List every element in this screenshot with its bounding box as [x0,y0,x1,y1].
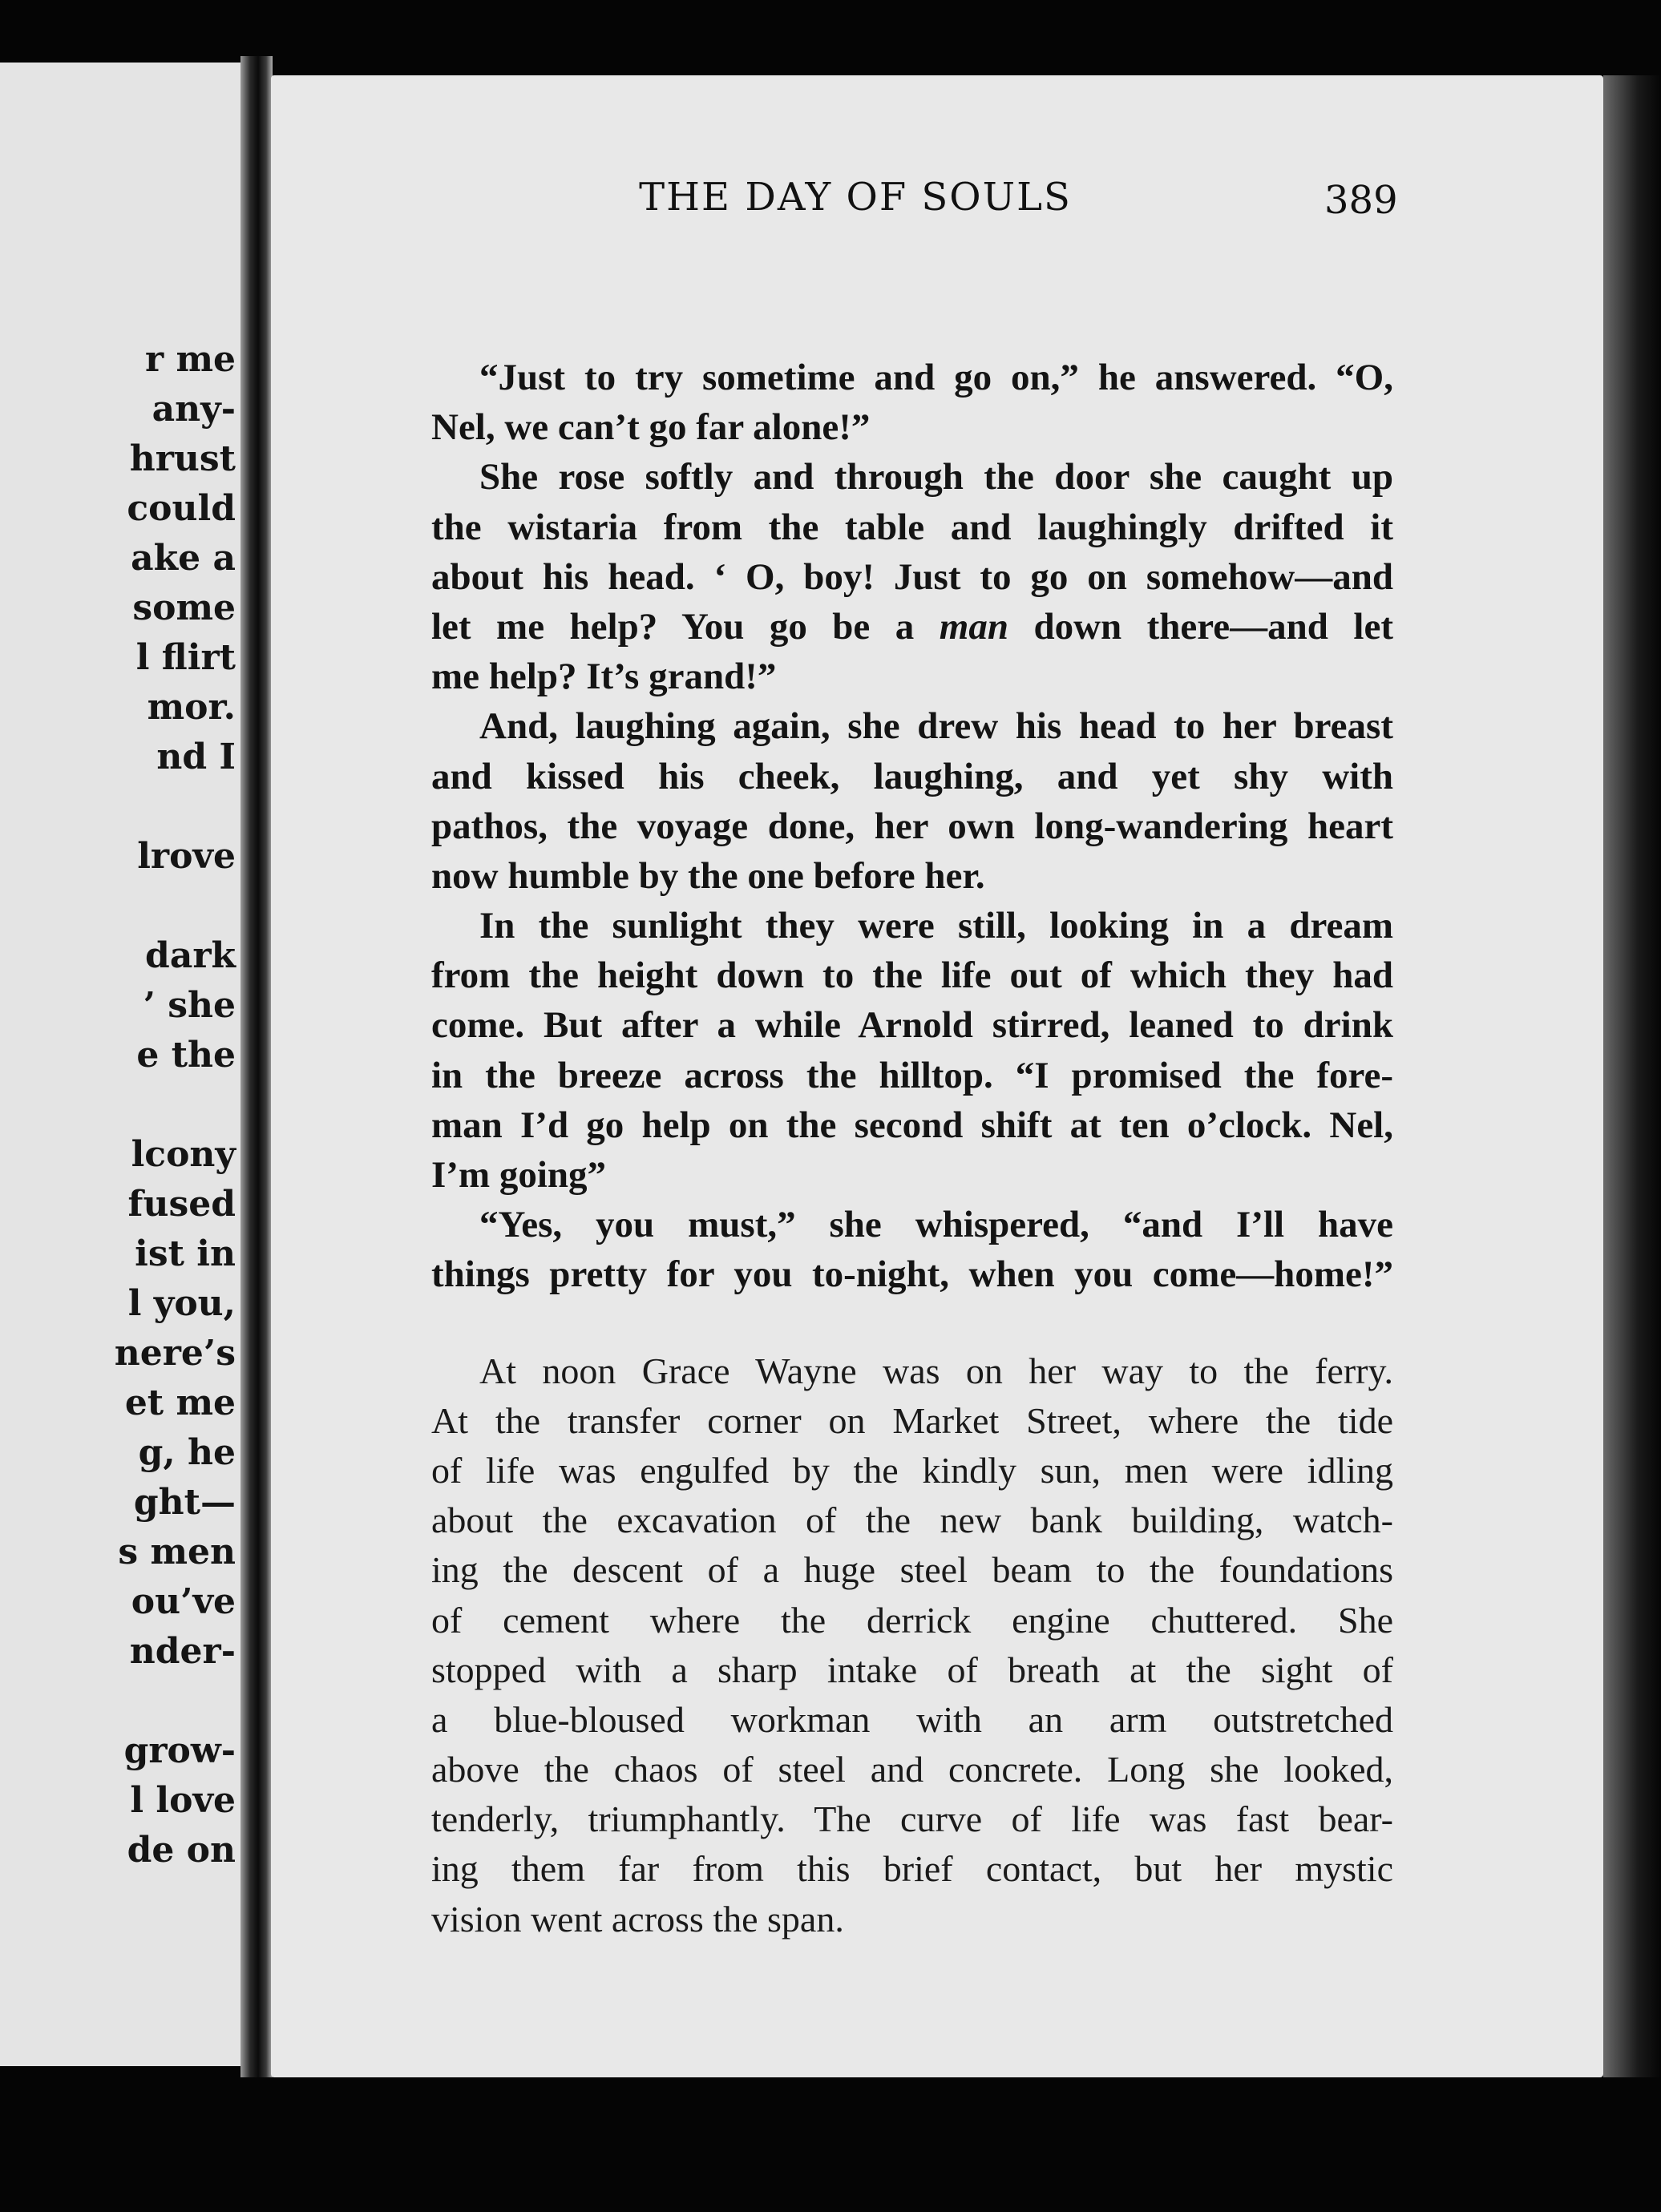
previous-page-line: nd I [156,737,236,777]
page-number: 389 [1324,178,1398,223]
previous-page-line: mor. [147,687,236,728]
text-line: And, laughing again, she drew his head to her breast [479,705,1393,748]
text-line: come. But after a while Arnold stirred, leaned to drink [431,1004,1393,1047]
previous-page-line: de on [127,1830,236,1871]
text-line: In the sunlight they were still, looking in a dream [479,905,1393,947]
previous-page-line: dark [145,935,236,976]
previous-page [0,63,240,2066]
previous-page-line: l love [130,1780,236,1821]
text-line: of life was engulfed by the kindly sun, men were idling [431,1449,1393,1491]
text-line: Nel, we can’t go far alone!” [431,406,871,449]
previous-page-line: lcony [131,1134,236,1175]
previous-page-line: nder- [129,1631,236,1672]
previous-page-text [0,335,236,1875]
text-line: about his head. ‘ O, boy! Just to go on somehow—and [431,555,1393,598]
previous-page-line: any- [152,389,236,430]
text-line: from the height down to the life out of which they had [431,955,1393,997]
previous-page-line: lrove [137,836,236,877]
previous-page-line [0,1677,236,1726]
text-line: ing the descent of a huge steel beam to the foundations [431,1549,1393,1591]
text-line: man I’d go help on the second shift at ten o’clock. Nel, [431,1104,1393,1146]
previous-page-line: hrust [129,438,236,479]
previous-page-line: et me [124,1382,236,1423]
text-line: me help? It’s grand!” [431,656,777,698]
text-line: “Yes, you must,” she whispered, “and I’ll have [479,1204,1393,1246]
book-gutter [240,56,273,2092]
text-line-part: let me help? You go be a [431,605,940,648]
previous-page-line: r me [144,339,236,380]
previous-page-line: e the [136,1035,236,1076]
text-line: vision went across the span. [431,1898,844,1940]
previous-page-line [0,1080,236,1130]
bottom-shadow [240,2077,1661,2212]
text-line: At the transfer corner on Market Street, where the tide [431,1399,1393,1441]
text-line: stopped with a sharp intake of breath at the sight of [431,1649,1393,1690]
previous-page-line: some [132,587,236,628]
previous-page-line: ake a [131,538,236,579]
text-line: things pretty for you to-night, when you come—home!” [431,1253,1393,1296]
text-line [431,602,1393,652]
text-line: “Just to try sometime and go on,” he answered. “O, [479,357,1393,398]
previous-page-line: ’ she [143,985,236,1026]
body-text [431,353,1393,1944]
page-edge-shadow [1603,75,1661,2077]
text-line-part: down there—and let [1008,605,1393,648]
previous-page-line: ist in [135,1233,236,1274]
text-line: a blue-bloused workman with an arm outstretched [431,1698,1393,1740]
text-line: At noon Grace Wayne was on her way to the ferry. [479,1350,1393,1391]
previous-page-line: l you, [127,1283,236,1324]
previous-page-line: s men [118,1532,236,1572]
text-line: tenderly, triumphantly. The curve of life was fast bear- [431,1798,1393,1840]
text-line: pathos, the voyage done, her own long-wandering heart [431,805,1393,847]
previous-page-line: l flirt [135,637,236,678]
text-line: and kissed his cheek, laughing, and yet shy with [431,755,1393,797]
previous-page-line: ght— [133,1482,236,1523]
section-break [431,1300,1393,1346]
text-line: of cement where the derrick engine chuttered. She [431,1599,1393,1641]
previous-page-line: ou’ve [131,1581,236,1622]
text-line: the wistaria from the table and laughingly drifted it [431,506,1393,548]
previous-page-line [0,882,236,931]
previous-page-line: fused [127,1184,236,1225]
text-line: now humble by the one before her. [431,854,985,897]
text-line: about the excavation of the new bank building, watch- [431,1500,1393,1541]
previous-page-line: nere’s [114,1333,236,1374]
previous-page-line: g, he [138,1432,236,1473]
text-line: above the chaos of steel and concrete. Long she looked, [431,1749,1393,1790]
text-line: ing them far from this brief contact, but her mystic [431,1848,1393,1890]
previous-page-line [0,782,236,832]
text-line: She rose softly and through the door she caught up [479,456,1393,499]
previous-page-line: could [127,488,236,529]
running-title: THE DAY OF SOULS [639,175,1072,220]
text-line: in the breeze across the hilltop. “I promised the fore- [431,1054,1393,1096]
previous-page-line: grow- [123,1730,236,1771]
text-line: I’m going” [431,1154,607,1196]
italic-word: man [939,605,1008,648]
